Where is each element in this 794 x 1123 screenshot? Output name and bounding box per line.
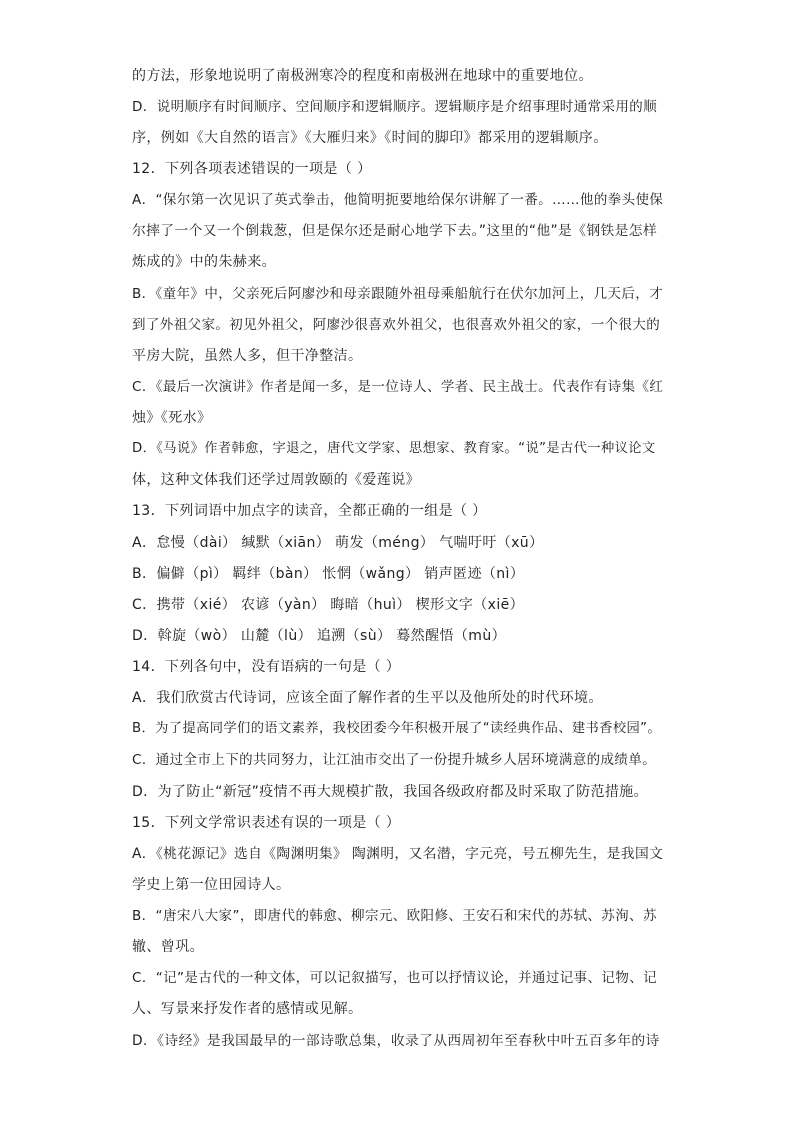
- option-line: C．携带（xié） 农谚（yàn） 晦暗（huì） 楔形文字（xiē）: [132, 597, 525, 613]
- option-line: D．斡旋（wò） 山麓（lù） 追溯（sù） 蓦然醒悟（mù）: [132, 628, 506, 644]
- option-line: A．我们欣赏古代诗词，应该全面了解作者的生平以及他所处的时代环境。: [132, 690, 603, 706]
- question-12: 12．下列各项表述错误的一项是（ ）: [132, 161, 372, 177]
- question-14: 14．下列各句中，没有语病的一句是（ ）: [132, 659, 401, 675]
- text-line: 炼成的》中的朱赫来。: [132, 254, 276, 270]
- option-line: B．《童年》中，父亲死后阿廖沙和母亲跟随外祖母乘船航行在伏尔加河上，几天后，才: [132, 286, 664, 302]
- option-line: C．《最后一次演讲》作者是闻一多，是一位诗人、学者、民主战士。代表作有诗集《红: [132, 379, 664, 395]
- text-line: 学史上第一位田园诗人。: [132, 877, 291, 893]
- text-line: 序，例如《大自然的语言》《大雁归来》《时间的脚印》都采用的逻辑顺序。: [132, 130, 608, 146]
- text-line: 的方法，形象地说明了南极洲寒冷的程度和南极洲在地球中的重要地位。: [132, 68, 593, 84]
- option-line: B．偏僻（pì） 羁绊（bàn） 怅惘（wǎng） 销声匿迹（nì）: [132, 566, 525, 582]
- text-line: 烛》《死水》: [132, 410, 212, 426]
- option-line: D．《诗经》是我国最早的一部诗歌总集，收录了从西周初年至春秋中叶五百多年的诗: [132, 1033, 660, 1049]
- text-line: 到了外祖父家。初见外祖父，阿廖沙很喜欢外祖父，也很喜欢外祖父的家，一个很大的: [132, 317, 661, 333]
- option-line: B．“唐宋八大家”，即唐代的韩愈、柳宗元、欧阳修、王安石和宋代的苏轼、苏洵、苏: [132, 908, 657, 924]
- text-line: 体，这种文体我们还学过周敦颐的《爱莲说》: [132, 472, 420, 488]
- question-13: 13．下列词语中加点字的读音，全都正确的一组是（ ）: [132, 503, 487, 519]
- option-line: D．为了防止“新冠”疫情不再大规模扩散，我国各级政府都及时采取了防范措施。: [132, 784, 649, 800]
- option-line: D．说明顺序有时间顺序、空间顺序和逻辑顺序。逻辑顺序是介绍事理时通常采用的顺: [132, 99, 658, 115]
- text-line: 平房大院，虽然人多，但干净整洁。: [132, 348, 363, 364]
- text-line: 人、写景来抒发作者的感情或见解。: [132, 1001, 363, 1017]
- option-line: A．怠慢（dài） 缄默（xiān） 萌发（méng） 气喘吁吁（xū）: [132, 535, 544, 551]
- question-15: 15．下列文学常识表述有误的一项是（ ）: [132, 815, 401, 831]
- option-line: A．《桃花源记》选自《陶渊明集》 陶渊明，又名潜，字元亮，号五柳先生，是我国文: [132, 846, 664, 862]
- option-line: B．为了提高同学们的语文素养，我校团委今年积极开展了“读经典作品、建书香校园”。: [132, 721, 662, 736]
- text-line: 辙、曾巩。: [132, 939, 204, 955]
- option-line: C．通过全市上下的共同努力，让江油市交出了一份提升城乡人居环境满意的成绩单。: [132, 752, 657, 768]
- option-line: A．“保尔第一次见识了英式拳击，他简明扼要地给保尔讲解了一番。……他的拳头使保: [132, 192, 664, 208]
- text-line: 尔摔了一个又一个倒栽葱，但是保尔还是耐心地学下去。”这里的“他”是《钢铁是怎样: [132, 223, 658, 239]
- option-line: C．“记”是古代的一种文体，可以记叙描写，也可以抒情议论，并通过记事、记物、记: [132, 970, 658, 986]
- option-line: D．《马说》作者韩愈，字退之，唐代文学家、思想家、教育家。“说”是古代一种议论文: [132, 441, 656, 456]
